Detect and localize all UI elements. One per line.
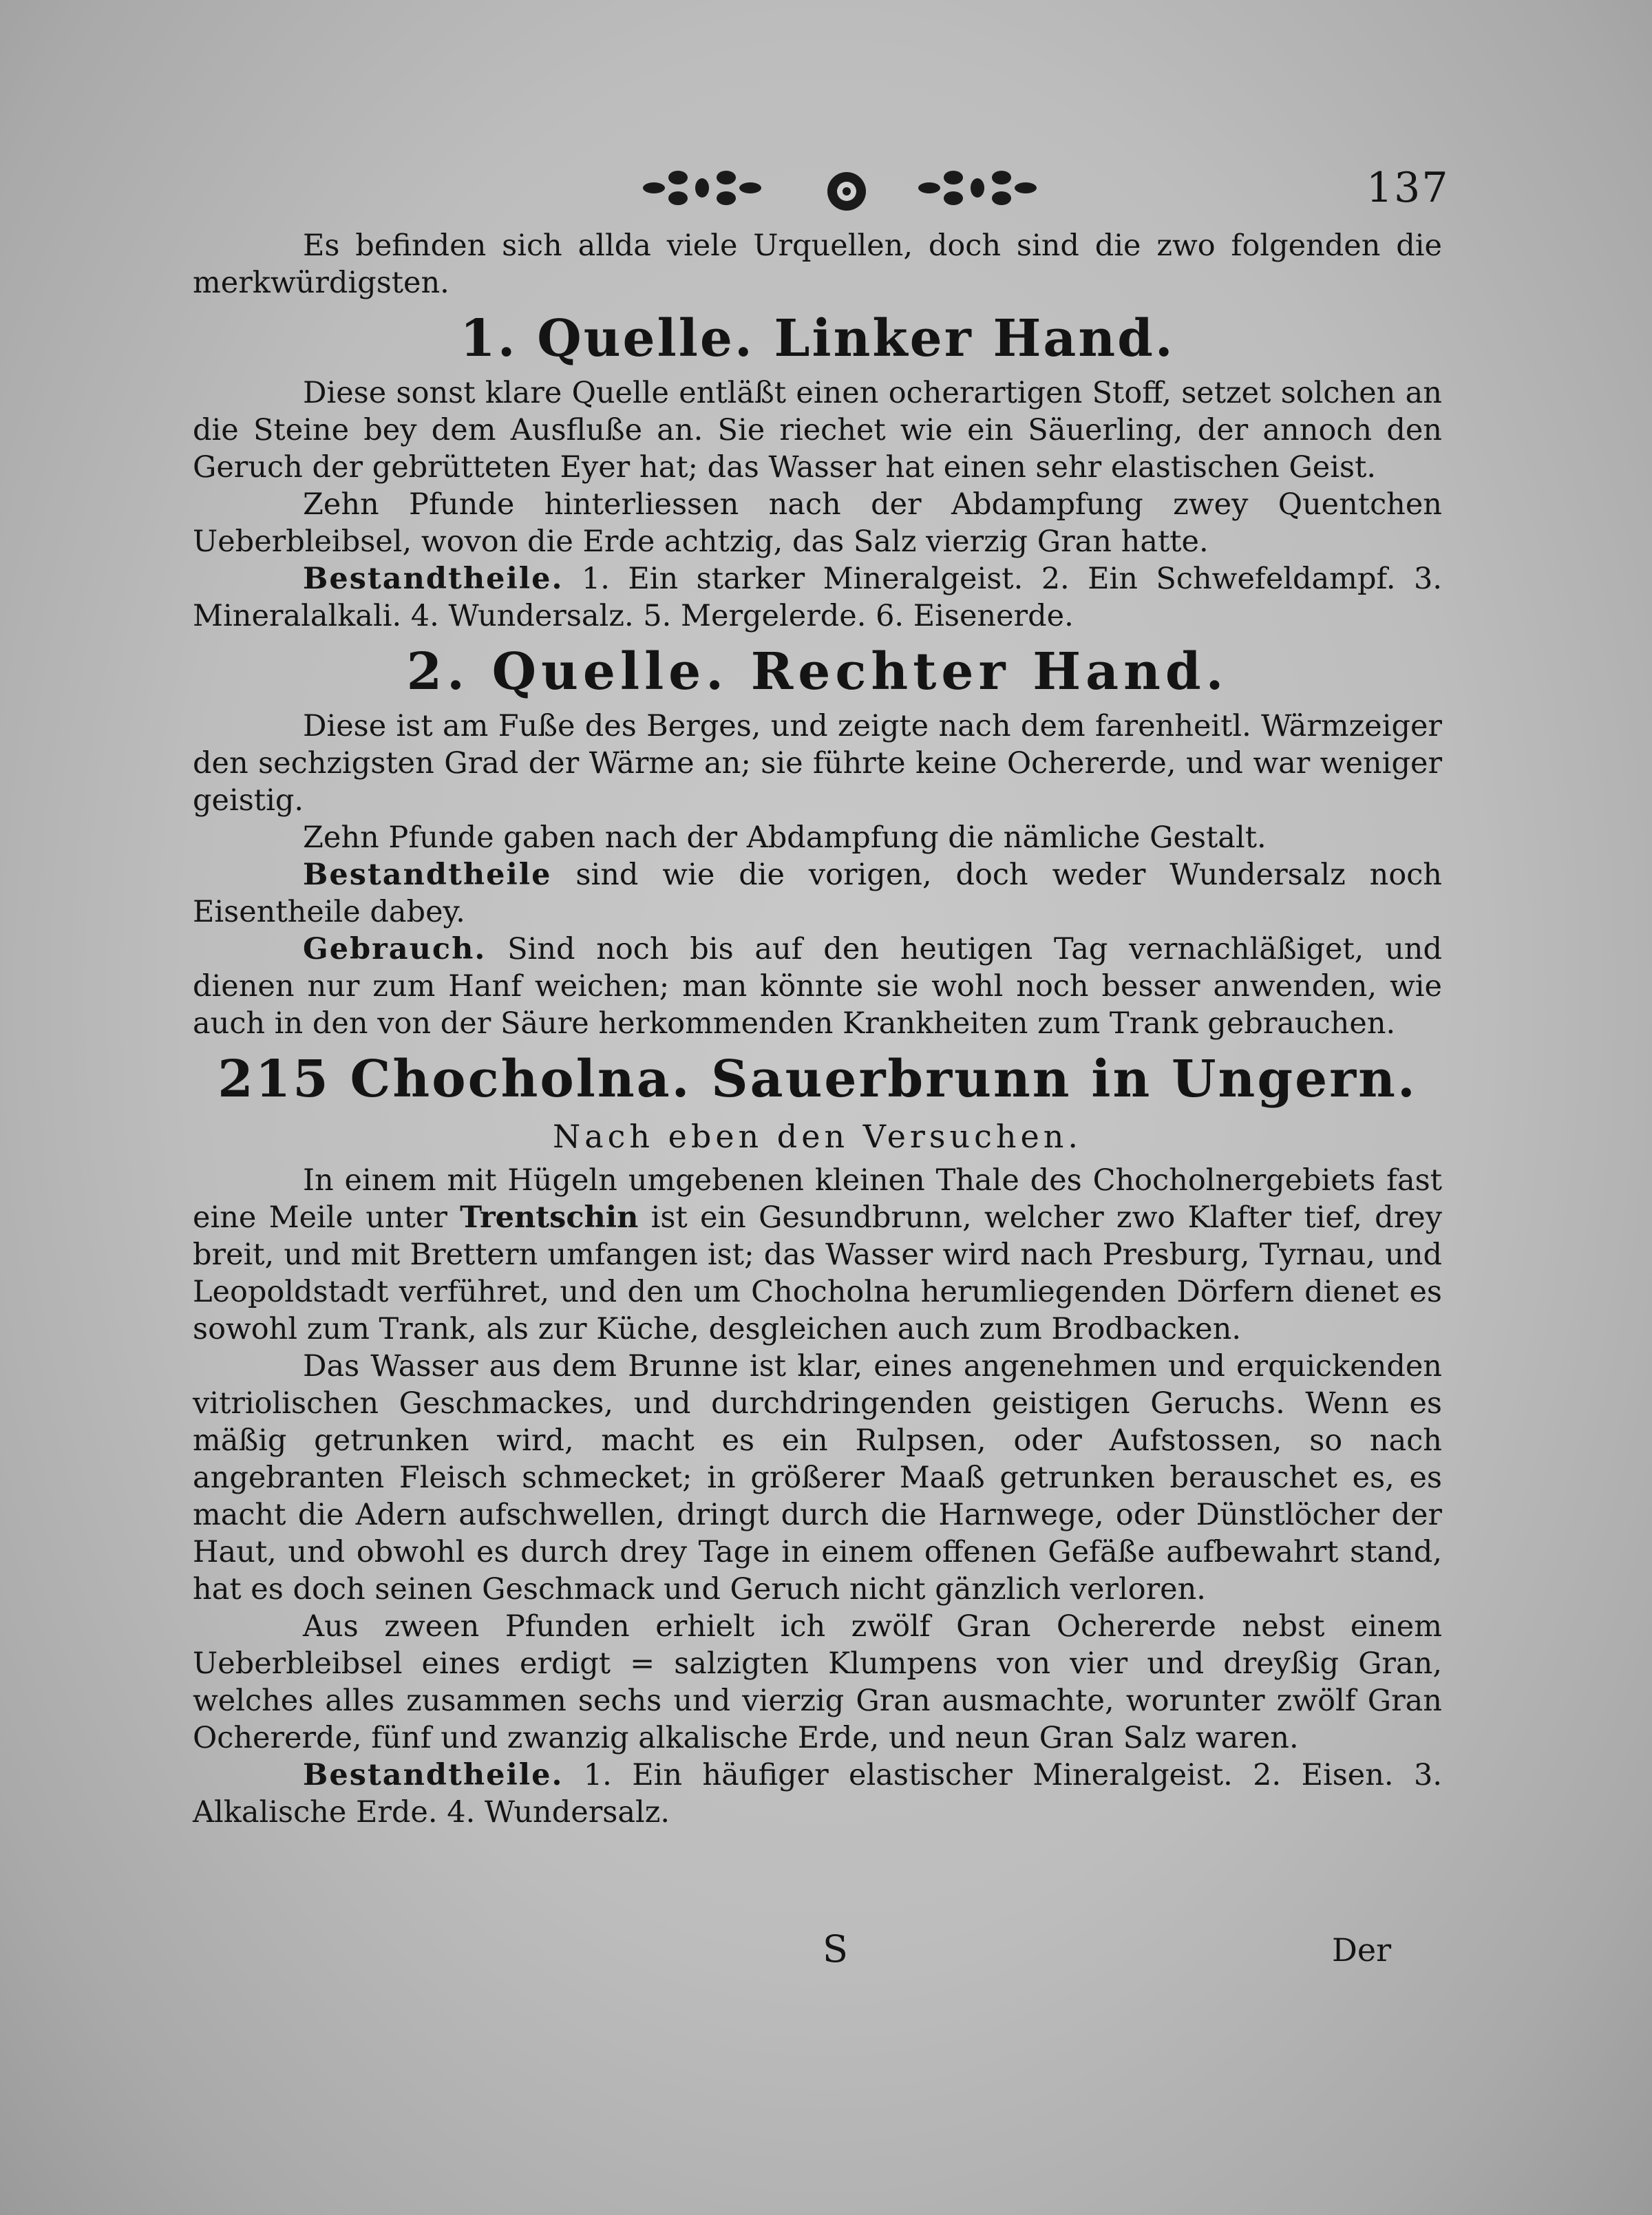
constituents-paragraph bbox=[193, 856, 1442, 931]
use-text: Sind noch bis auf den heutigen Tag vernachläßiget, und dienen nur zum Hanf weichen; man könnte sie wohl noch besser anwenden, wie auch in den von der Säure herkommenden Krankheiten zum Trank gebrauchen. bbox=[193, 932, 1442, 1041]
constituents-label: Bestandtheile. bbox=[303, 562, 564, 596]
paragraph: Aus zween Pfunden erhielt ich zwölf Gran Ochererde nebst einem Ueberbleibsel eines erdigt = salzigten Klumpens von vier und dreyßig Gran, welches alles zusammen sechs und vierzig Gran ausmachte, worunter zwölf Gran Ochererde, fünf und zwanzig alkalische Erde, und neun Gran Salz waren. bbox=[193, 1609, 1442, 1755]
constituents-text: 1. Ein häufiger elastischer Mineralgeist. 2. Eisen. 3. Alkalische Erde. 4. Wundersalz. bbox=[193, 1758, 1442, 1830]
section-title: Chocholna. Sauerbrunn in Ungern. bbox=[350, 1050, 1417, 1109]
section-heading-1: 1. Quelle. Linker Hand. bbox=[460, 309, 1175, 368]
page-footer bbox=[0, 1927, 1652, 1982]
paragraph: Das Wasser aus dem Brunne ist klar, eines angenehmen und erquickenden vitriolischen Geschmackes, und durchdringenden geistigen Geruchs. Wenn es mäßig getrunken wird, macht es ein Rulpsen, oder Aufstossen, so nach angebranten Fleisch schmecket; in größerer Maaß getrunken berauschet es, es macht die Adern aufschwellen, dringt durch die Harnwege, oder Dünstlöcher der Haut, und obwohl es durch drey Tage in einem offenen Gefäße aufbewahrt stand, hat es doch seinen Geschmack und Geruch nicht gänzlich verloren. bbox=[193, 1349, 1442, 1607]
rosette-ornament-icon bbox=[827, 172, 866, 211]
use-label: Gebrauch. bbox=[303, 932, 487, 966]
signature-mark: S bbox=[823, 1927, 848, 1971]
paragraph: Diese ist am Fuße des Berges, und zeigte nach dem farenheitl. Wärmzeiger den sechzigsten Grad der Wärme an; sie führte keine Ochererde, und war weniger geistig. bbox=[193, 709, 1442, 818]
page-body bbox=[193, 227, 1442, 1831]
place-name: Trentschin bbox=[460, 1200, 639, 1235]
constituents-paragraph bbox=[193, 560, 1442, 635]
catchword: Der bbox=[1332, 1931, 1392, 1969]
paragraph bbox=[193, 1162, 1442, 1348]
constituents-text: 1. Ein starker Mineralgeist. 2. Ein Schwefeldampf. 3. Mineralalkali. 4. Wundersalz. 5. Mergelerde. 6. Eisenerde. bbox=[193, 562, 1442, 633]
section-heading-3 bbox=[193, 1046, 1442, 1112]
header-ornament bbox=[640, 157, 1053, 219]
paragraph-text: In einem mit Hügeln umgebenen kleinen Thale des Chocholnergebiets fast eine Meile unter bbox=[193, 1163, 1442, 1235]
leaf-ornament-icon bbox=[918, 171, 1037, 205]
section-number: 215 bbox=[218, 1050, 330, 1109]
paragraph-text: ist ein Gesundbrunn, welcher zwo Klafter tief, drey breit, und mit Brettern umfangen ist; das Wasser wird nach Presburg, Tyrnau, und Leopoldstadt verführet, und den um Chocholna herumliegenden Dörfern dienet es sowohl zum Trank, als zur Küche, desgleichen auch zum Brodbacken. bbox=[193, 1200, 1442, 1346]
section-subheading: Nach eben den Versuchen. bbox=[552, 1118, 1083, 1155]
leaf-ornament-icon bbox=[643, 171, 761, 205]
page-number: 137 bbox=[1366, 164, 1450, 212]
constituents-label: Bestandtheile bbox=[303, 858, 552, 892]
paragraph: Zehn Pfunde hinterliessen nach der Abdampfung zwey Quentchen Ueberbleibsel, wovon die Erde achtzig, das Salz vierzig Gran hatte. bbox=[193, 487, 1442, 559]
intro-paragraph: Es befinden sich allda viele Urquellen, doch sind die zwo folgenden die merkwürdigsten. bbox=[193, 229, 1442, 300]
constituents-paragraph bbox=[193, 1757, 1442, 1831]
constituents-text: sind wie die vorigen, doch weder Wundersalz noch Eisentheile dabey. bbox=[193, 858, 1442, 929]
paragraph: Zehn Pfunde gaben nach der Abdampfung die nämliche Gestalt. bbox=[303, 820, 1267, 855]
constituents-label: Bestandtheile. bbox=[303, 1758, 564, 1792]
section-heading-2: 2. Quelle. Rechter Hand. bbox=[406, 642, 1229, 701]
paragraph: Diese sonst klare Quelle entläßt einen ocherartigen Stoff, setzet solchen an die Steine bey dem Ausfluße an. Sie riechet wie ein Säuerling, der annoch den Geruch der gebrütteten Eyer hat; das Wasser hat einen sehr elastischen Geist. bbox=[193, 376, 1442, 485]
use-paragraph bbox=[193, 931, 1442, 1042]
